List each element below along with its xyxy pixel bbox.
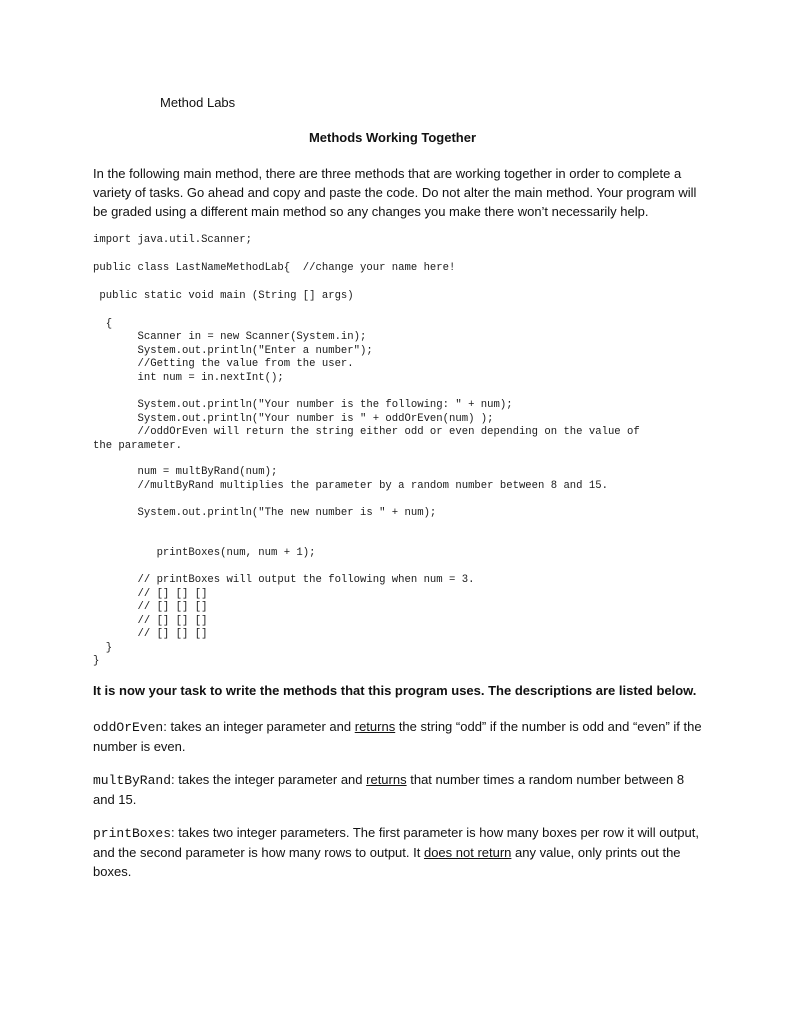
code-odd-even-block: System.out.println("Your number is the following: " + num); System.out.println("Your number is " + oddOrEven(num) ); //oddOrEven will return the string either odd or even depending on the value of the parameter. [93,399,640,452]
method-name-odd-or-even: oddOrEven [93,720,164,735]
code-open-brace: { [93,318,113,330]
description-text: : takes an integer parameter and [163,719,355,734]
header-label: Method Labs [160,95,236,110]
intro-paragraph: In the following main method, there are three methods that are working together in order to complete a variety of tasks. Go ahead and copy and paste the code. Do not alter the main method. Your program will be graded using a different main method so any changes you make there won’t necessarily help. [93,166,697,219]
underlined-term: returns [354,719,396,734]
document-title: Methods Working Together [308,130,477,145]
print-boxes-description [93,823,705,881]
description-text: : takes the integer parameter and [171,772,367,787]
mult-by-rand-description [93,770,705,809]
code-print-boxes-comment-block: // printBoxes will output the following when num = 3. // [] [] [] // [] [] [] // [] [] [] // [] [] [] } } [93,574,475,667]
code-print-boxes-call: printBoxes(num, num + 1); [93,547,316,559]
underlined-term: does not return [423,845,512,860]
method-name-print-boxes: printBoxes [93,826,172,841]
underlined-term: returns [366,772,407,787]
code-main-signature: public static void main (String [] args) [93,290,354,302]
method-name-mult-by-rand: multByRand [93,773,172,788]
code-import-line: import java.util.Scanner; [93,234,252,246]
code-new-number-line: System.out.println("The new number is " + num); [93,507,437,519]
description-text: that number times a random number between 8 and 15. [93,772,685,807]
description-text: any value, only prints out the boxes. [93,845,681,879]
code-class-declaration: public class LastNameMethodLab{ //change your name here! [93,262,456,274]
code-input-block: Scanner in = new Scanner(System.in); System.out.println("Enter a number"); //Getting the value from the user. int num = in.nextInt(); [137,331,373,384]
description-text: the string “odd” if the number is odd and “even” if the number is even. [93,719,702,754]
code-mult-rand-block: num = multByRand(num); //multByRand multiplies the parameter by a random number between 8 and 15. [137,466,608,492]
task-heading: It is now your task to write the methods that this program uses. The descriptions are listed below. [93,683,697,698]
description-text: : takes two integer parameters. The first parameter is how many boxes per row it will output, and the second parameter is how many rows to output. It [93,825,699,860]
odd-or-even-description [93,717,705,756]
